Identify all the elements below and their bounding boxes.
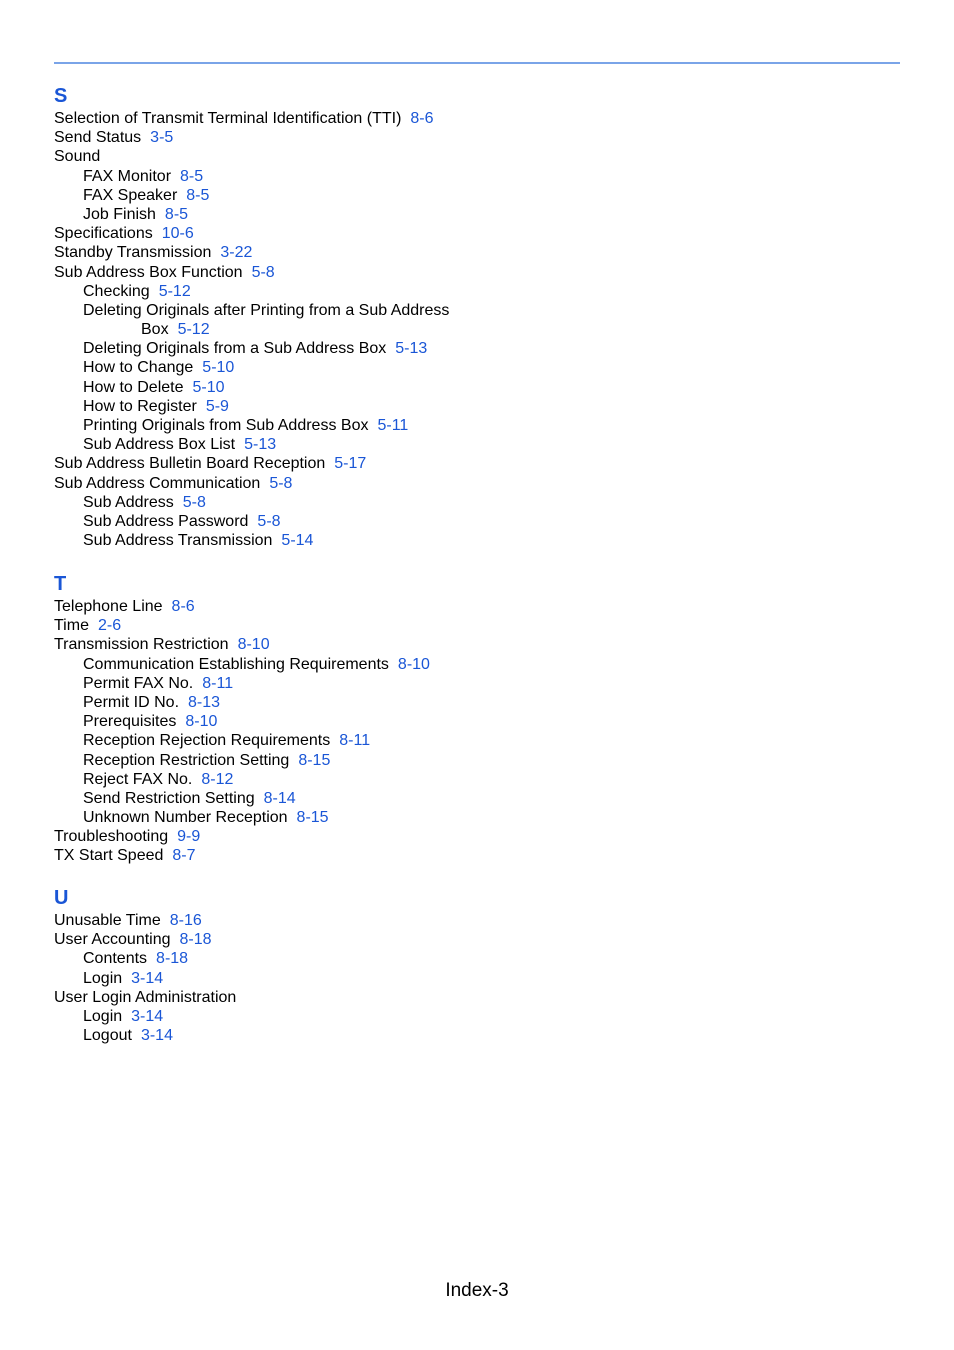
page-ref-link[interactable]: 8-16 (169, 912, 202, 929)
index-subentry (54, 435, 900, 454)
index-subentry (54, 282, 900, 301)
index-subentry (54, 416, 900, 435)
index-subentry (54, 339, 900, 358)
page-ref-link[interactable]: 8-6 (171, 598, 195, 615)
page-ref-link[interactable]: 5-13 (395, 340, 428, 358)
index-subentry (54, 531, 900, 550)
entry-term: Contents (83, 950, 148, 968)
section-letter: S (54, 85, 68, 107)
entry-term: Troubleshooting (54, 828, 169, 846)
index-entry (54, 224, 900, 243)
entry-term: Sub Address Box Function (54, 263, 243, 281)
entry-term: Sub Address (83, 493, 174, 511)
index-entry (54, 243, 900, 262)
entry-term: Communication Establishing Requirements (83, 655, 389, 673)
page-ref-link[interactable]: 5-14 (281, 532, 314, 550)
entry-term: Job Finish (83, 205, 156, 223)
index-subentry (54, 770, 900, 789)
page-ref-link[interactable]: 5-8 (257, 512, 281, 530)
entry-term: Unknown Number Reception (83, 809, 288, 827)
index-entry (54, 846, 900, 865)
page-ref-link[interactable]: 5-12 (158, 282, 191, 300)
index-subentry (54, 674, 900, 693)
entry-term: Sub Address Box List (83, 436, 236, 454)
index-subentry-continuation (54, 320, 900, 339)
entry-term: FAX Monitor (83, 167, 172, 185)
page-ref-link[interactable]: 3-14 (140, 1027, 173, 1045)
entry-term: Telephone Line (54, 598, 163, 615)
page-ref-link[interactable]: 3-5 (150, 129, 174, 147)
page-ref-link[interactable]: 9-9 (177, 828, 201, 846)
page-ref-link[interactable]: 8-12 (201, 770, 234, 788)
entry-term: Prerequisites (83, 713, 177, 731)
index-subentry (54, 397, 900, 416)
entry-term: Logout (83, 1027, 132, 1045)
page-ref-link[interactable]: 5-9 (205, 397, 229, 415)
page-ref-link[interactable]: 8-13 (188, 693, 221, 711)
index-entry (54, 263, 900, 282)
index-subentry (54, 655, 900, 674)
entry-term: Standby Transmission (54, 244, 212, 262)
page-ref-link[interactable]: 5-10 (202, 359, 235, 377)
index-subentry (54, 493, 900, 512)
entry-term: How to Delete (83, 378, 184, 396)
index-entry (54, 911, 900, 930)
page-number: Index-3 (445, 1280, 509, 1301)
entry-term: Reject FAX No. (83, 770, 193, 788)
entry-term: TX Start Speed (54, 847, 164, 865)
index-entry (54, 109, 900, 128)
section-letter: U (54, 887, 69, 909)
page-ref-link[interactable]: 5-12 (177, 321, 210, 339)
page-ref-link[interactable]: 8-5 (164, 205, 189, 223)
entry-term: Checking (83, 282, 150, 300)
index-subentry (54, 712, 900, 731)
index-entry (54, 930, 900, 949)
entry-term: Specifications (54, 225, 153, 243)
page-ref-link[interactable]: 3-14 (131, 969, 164, 987)
index-subentry (54, 1007, 900, 1026)
entry-term: Permit ID No. (83, 693, 180, 711)
entry-term: Printing Originals from Sub Address Box (83, 417, 369, 434)
index-subentry (54, 949, 900, 968)
entry-term: User Accounting (54, 931, 171, 949)
index-entry (54, 147, 900, 166)
index-subentry (54, 512, 900, 531)
page-ref-link[interactable]: 5-8 (269, 474, 293, 492)
page-ref-link[interactable]: 5-11 (377, 417, 409, 434)
page-ref-link[interactable]: 8-10 (185, 713, 218, 731)
page-ref-link[interactable]: 5-8 (251, 263, 275, 281)
page-ref-link[interactable]: 8-5 (180, 167, 204, 185)
entry-term: FAX Speaker (83, 186, 178, 204)
index-entry (54, 827, 900, 846)
index-subentry (54, 301, 900, 320)
entry-term: How to Register (83, 397, 197, 415)
entry-term: Send Status (54, 129, 142, 147)
entry-term: Send Restriction Setting (83, 789, 255, 807)
index-entry (54, 474, 900, 493)
entry-term: Sub Address Password (83, 512, 249, 530)
section-letter: T (54, 573, 67, 595)
entry-term: Deleting Originals from a Sub Address Box (83, 340, 387, 358)
page-ref-link[interactable]: 2-6 (97, 617, 122, 635)
index-subentry (54, 693, 900, 712)
entry-term: Box (141, 321, 169, 339)
index-subentry (54, 358, 900, 377)
page-ref-link[interactable]: 8-18 (179, 931, 212, 949)
page-ref-link[interactable]: 5-13 (244, 436, 277, 454)
entry-term: Sub Address Bulletin Board Reception (54, 455, 326, 473)
page-ref-link[interactable]: 5-10 (192, 378, 225, 396)
index-subentry (54, 969, 900, 988)
entry-term: Transmission Restriction (54, 636, 229, 654)
page-ref-link[interactable]: 3-14 (131, 1007, 164, 1025)
entry-term: Login (83, 1007, 123, 1025)
index-entry (54, 597, 900, 616)
index-entry (54, 616, 900, 635)
index-subentry (54, 1026, 900, 1045)
page-ref-link[interactable]: 8-10 (397, 655, 430, 673)
page-ref-link[interactable]: 8-18 (156, 950, 189, 968)
header-rule (54, 62, 900, 64)
entry-term: Login (83, 969, 123, 987)
page-ref-link[interactable]: 8-14 (263, 789, 296, 807)
page-ref-link[interactable]: 8-15 (298, 751, 331, 769)
index-subentry (54, 205, 900, 224)
entry-term: Reception Rejection Requirements (83, 732, 331, 750)
entry-term: Unusable Time (54, 912, 161, 929)
entry-term: Permit FAX No. (83, 674, 194, 692)
index-entry (54, 128, 900, 147)
index-section-s (54, 84, 900, 550)
index-subentry (54, 808, 900, 827)
index-subentry (54, 751, 900, 770)
entry-term: Sub Address Communication (54, 474, 261, 492)
index-entry (54, 454, 900, 473)
entry-term: Sound (54, 148, 101, 166)
entry-term: Reception Restriction Setting (83, 751, 290, 769)
index-entry (54, 635, 900, 654)
page-ref-link[interactable]: 8-15 (296, 809, 329, 827)
entry-term: Sub Address Transmission (83, 532, 273, 550)
page-ref-link[interactable]: 3-22 (220, 244, 253, 262)
index-subentry (54, 378, 900, 397)
page-ref-link[interactable]: 5-17 (334, 455, 367, 473)
entry-term: Time (54, 617, 89, 635)
entry-term: How to Change (83, 359, 194, 377)
index-subentry (54, 789, 900, 808)
page-ref-link[interactable]: 8-11 (339, 732, 371, 750)
page-ref-link[interactable]: 8-6 (410, 110, 434, 127)
page-ref-link[interactable]: 8-11 (202, 674, 234, 692)
entry-term: User Login Administration (54, 988, 237, 1006)
entry-term: Deleting Originals after Printing from a Sub Address (83, 301, 450, 319)
index-section-t (54, 572, 900, 866)
page-ref-link[interactable]: 10-6 (161, 225, 194, 243)
index-section-u (54, 886, 900, 1045)
index-subentry (54, 731, 900, 750)
page-ref-link[interactable]: 8-5 (186, 186, 210, 204)
entry-term: Selection of Transmit Terminal Identification (TTI) (54, 110, 402, 127)
index-subentry (54, 167, 900, 186)
index-entry (54, 988, 900, 1007)
page-ref-link[interactable]: 8-7 (172, 847, 196, 865)
index-subentry (54, 186, 900, 205)
page-ref-link[interactable]: 5-8 (182, 493, 206, 511)
page-ref-link[interactable]: 8-10 (237, 636, 270, 654)
